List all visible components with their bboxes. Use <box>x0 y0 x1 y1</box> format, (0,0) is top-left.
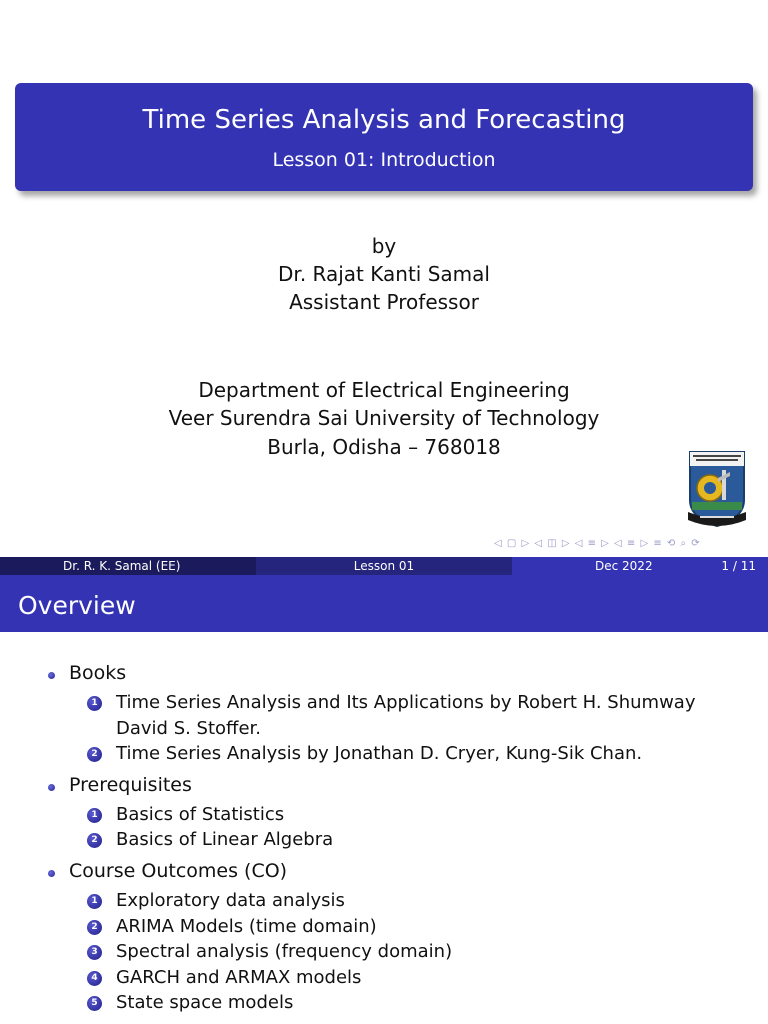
book-item-1: Time Series Analysis and Its Applications by Robert H. Shumway <box>116 692 696 713</box>
footer-page-number: 1 / 11 <box>721 559 756 573</box>
section-prerequisites: Prerequisites <box>69 774 192 796</box>
section-course-outcomes: Course Outcomes (CO) <box>69 860 288 882</box>
number-badge-icon: 3 <box>87 945 102 960</box>
presentation-subtitle: Lesson 01: Introduction <box>272 149 496 171</box>
co-item-2: ARIMA Models (time domain) <box>116 916 377 937</box>
bullet-icon <box>48 870 55 877</box>
footer-bar <box>0 557 768 575</box>
co-item-5: State space models <box>116 992 294 1013</box>
presentation-title: Time Series Analysis and Forecasting <box>142 105 626 135</box>
bullet-icon <box>48 784 55 791</box>
prereq-item-1: Basics of Statistics <box>116 804 285 825</box>
footer-date: Dec 2022 <box>595 559 653 573</box>
overview-content <box>0 632 768 1024</box>
frame-title-bar <box>0 575 768 632</box>
by-label: by <box>371 234 397 258</box>
university-logo-icon <box>684 448 750 530</box>
university-name: Veer Surendra Sai University of Technology <box>168 406 600 430</box>
author-name: Dr. Rajat Kanti Samal <box>278 262 490 286</box>
frame-title: Overview <box>18 591 136 620</box>
co-item-3: Spectral analysis (frequency domain) <box>116 941 453 962</box>
number-badge-icon: 2 <box>87 747 102 762</box>
beamer-navigation-icons[interactable]: ◁ ▢ ▷ ◁ ◫ ▷ ◁ ≡ ▷ ◁ ≡ ▷ ≡ ⟲ ⌕ ⟳ <box>494 538 701 549</box>
footer-author: Dr. R. K. Samal (EE) <box>63 559 181 573</box>
co-item-1: Exploratory data analysis <box>116 890 345 911</box>
title-block <box>15 83 753 191</box>
book-item-1-cont: David S. Stoffer. <box>116 718 262 739</box>
number-badge-icon: 1 <box>87 894 102 909</box>
bullet-icon <box>48 672 55 679</box>
number-badge-icon: 2 <box>87 833 102 848</box>
section-books: Books <box>69 662 127 684</box>
footer-author-segment <box>0 557 256 575</box>
department-name: Department of Electrical Engineering <box>198 378 570 402</box>
number-badge-icon: 5 <box>87 996 102 1011</box>
footer-date-segment <box>512 557 768 575</box>
prereq-item-2: Basics of Linear Algebra <box>116 829 334 850</box>
number-badge-icon: 1 <box>87 696 102 711</box>
author-designation: Assistant Professor <box>289 290 479 314</box>
footer-lesson-segment <box>256 557 512 575</box>
institute-address: Burla, Odisha – 768018 <box>267 435 501 459</box>
number-badge-icon: 2 <box>87 920 102 935</box>
footer-lesson: Lesson 01 <box>353 559 415 573</box>
co-item-4: GARCH and ARMAX models <box>116 967 362 988</box>
number-badge-icon: 1 <box>87 808 102 823</box>
number-badge-icon: 4 <box>87 971 102 986</box>
book-item-2: Time Series Analysis by Jonathan D. Cryer, Kung-Sik Chan. <box>116 743 643 764</box>
